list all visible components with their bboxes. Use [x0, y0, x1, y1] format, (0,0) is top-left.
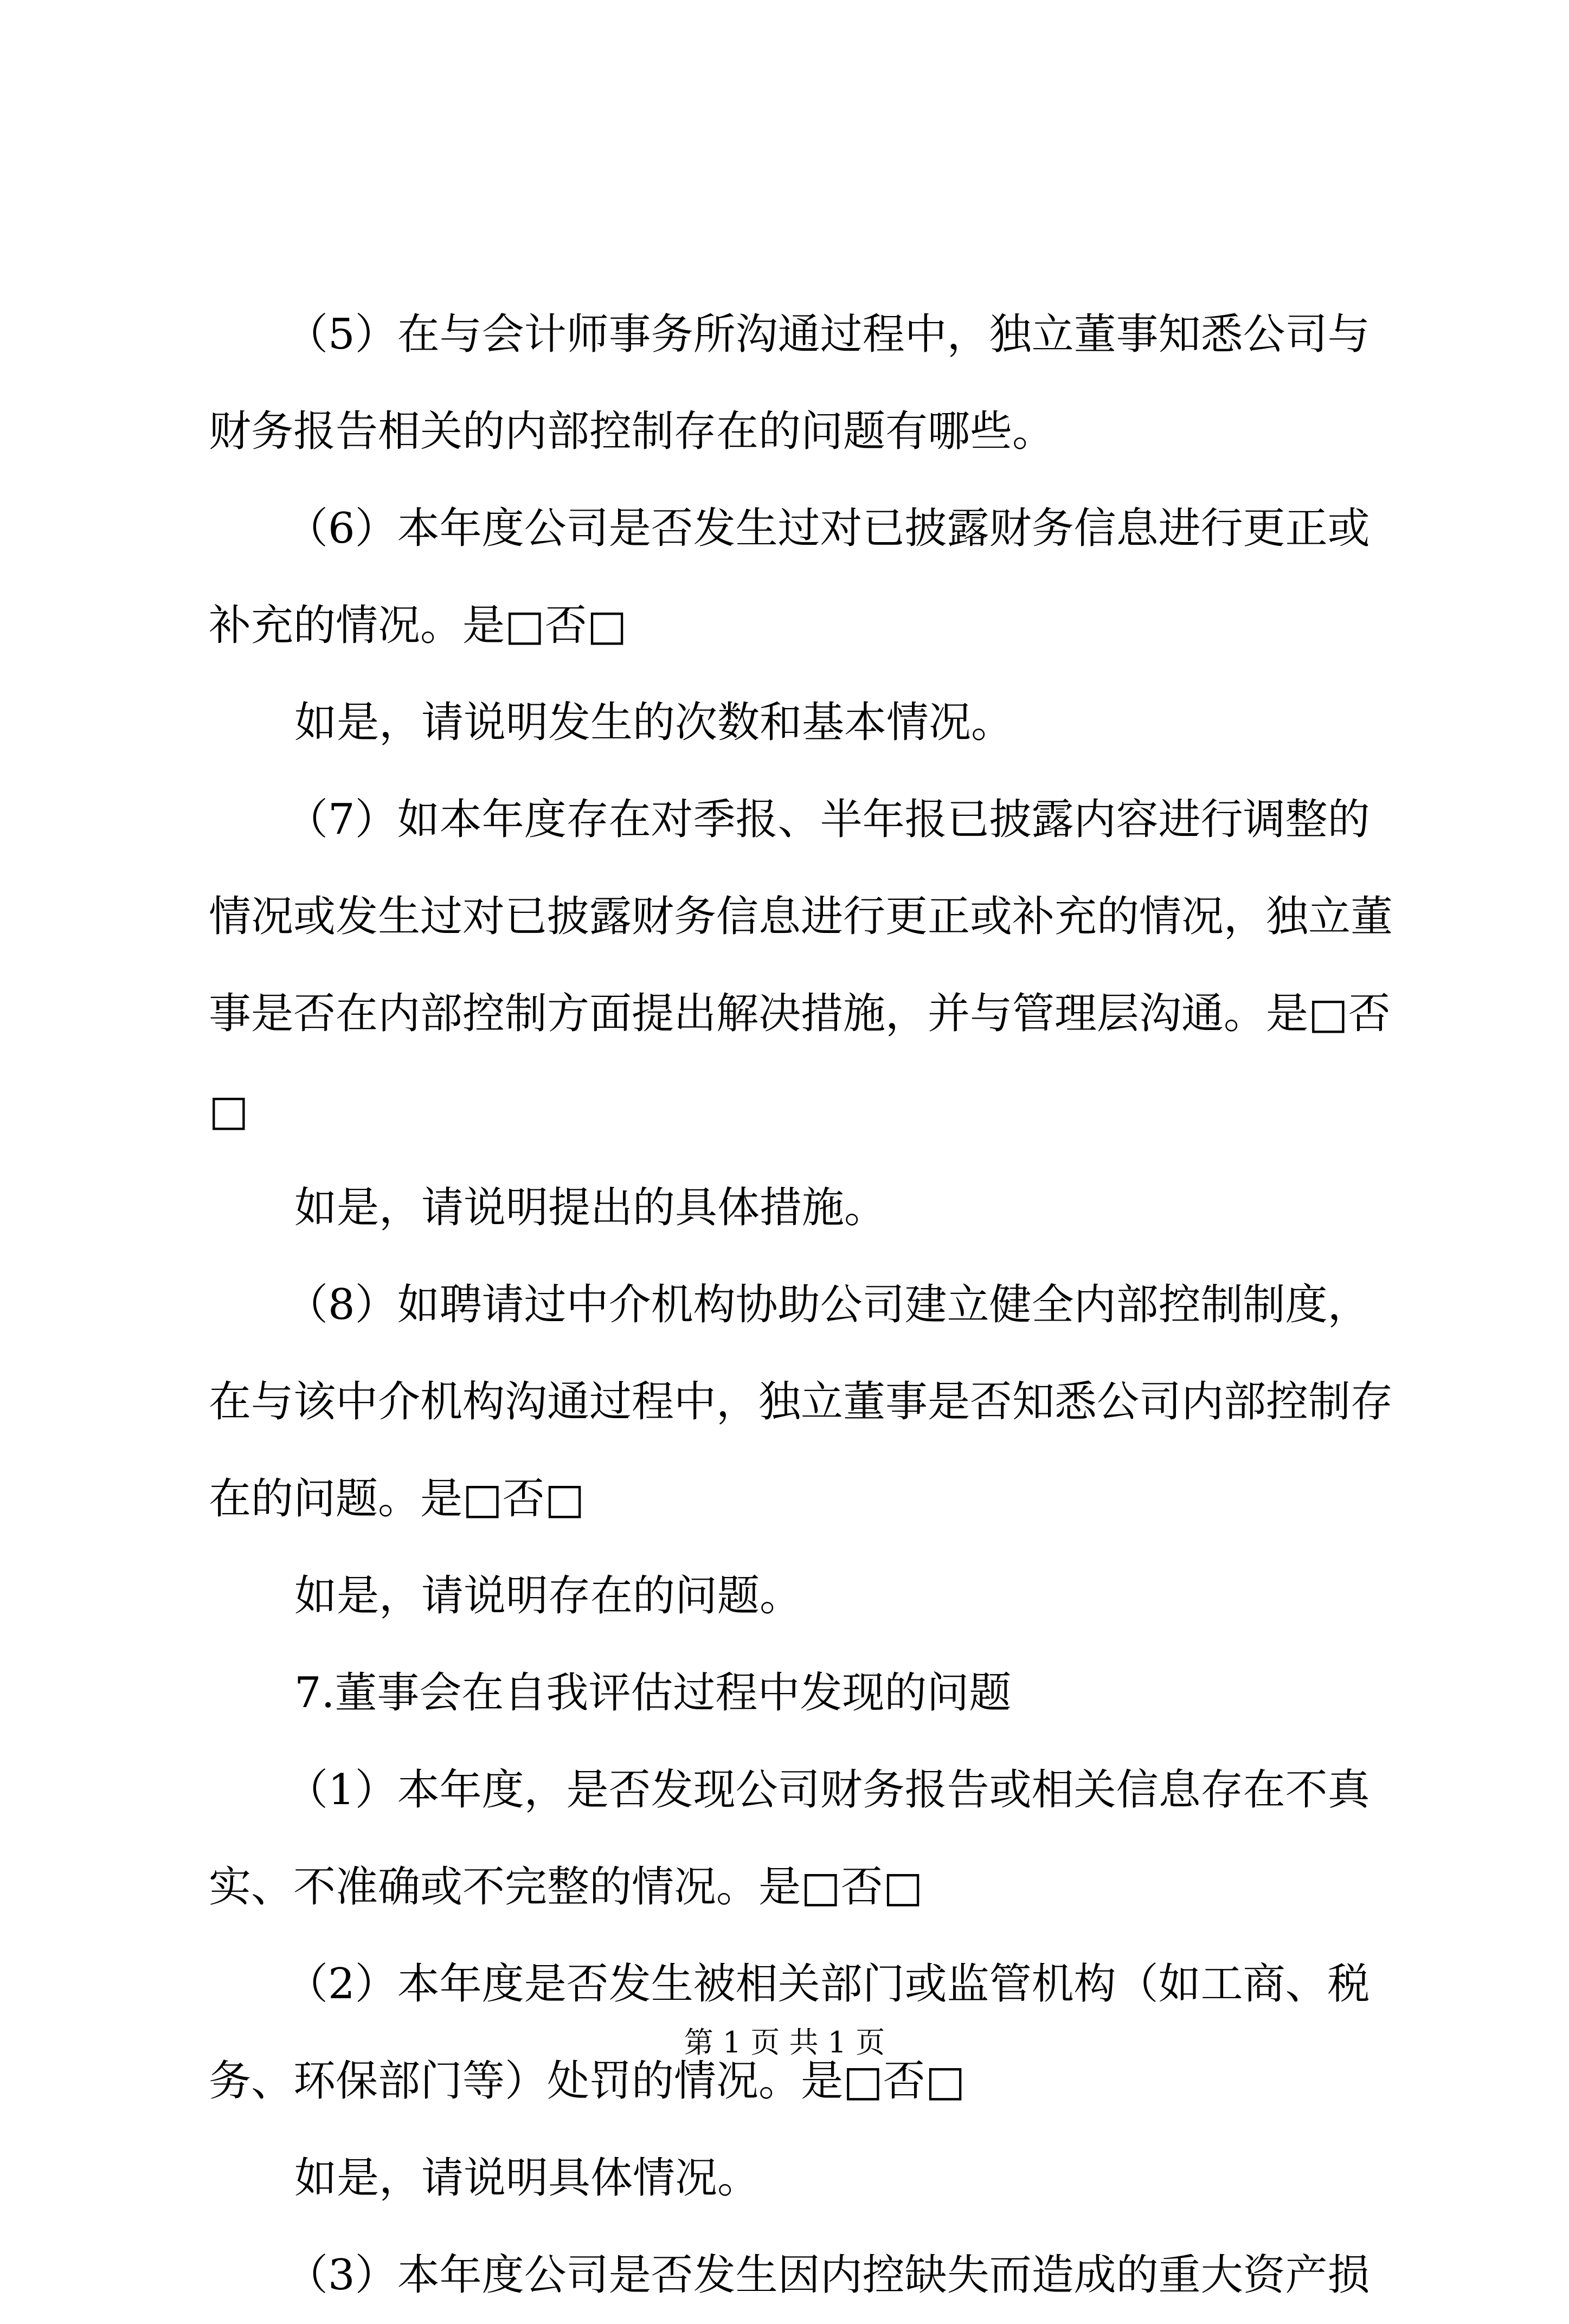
paragraph-line: （7）如本年度存在对季报、半年报已披露内容进行调整的	[286, 795, 1370, 844]
paragraph-line: （2）本年度是否发生被相关部门或监管机构（如工商、税	[286, 1960, 1370, 2008]
paragraph-line: 财务报告相关的内部控制存在的问题有哪些。	[209, 407, 1055, 456]
paragraph-line: 事是否在内部控制方面提出解决措施，并与管理层沟通。是□否	[209, 989, 1391, 1038]
document-body	[209, 286, 1393, 2324]
paragraph-line: □	[209, 1086, 249, 1135]
paragraph-line: 如是，请说明提出的具体措施。	[294, 1183, 887, 1232]
paragraph-line: 在与该中介机构沟通过程中，独立董事是否知悉公司内部控制存	[209, 1377, 1393, 1426]
paragraph-line: （5）在与会计师事务所沟通过程中，独立董事知悉公司与	[286, 310, 1370, 359]
paragraph-line: 在的问题。是□否□	[209, 1475, 585, 1523]
paragraph-line: 务、环保部门等）处罚的情况。是□否□	[209, 2057, 966, 2106]
paragraph-line: 补充的情况。是□否□	[209, 601, 627, 650]
paragraph-line: 实、不准确或不完整的情况。是□否□	[209, 1863, 923, 1911]
section-heading: 7.董事会在自我评估过程中发现的问题	[294, 1669, 1012, 1717]
page-footer: 第 1 页 共 1 页	[684, 2025, 885, 2059]
paragraph-line: 如是，请说明存在的问题。	[294, 1572, 802, 1620]
paragraph-line: 如是，请说明具体情况。	[294, 2154, 760, 2203]
paragraph-line: 情况或发生过对已披露财务信息进行更正或补充的情况，独立董	[209, 892, 1393, 941]
paragraph-line: 如是，请说明发生的次数和基本情况。	[294, 698, 1014, 747]
paragraph-line: （1）本年度，是否发现公司财务报告或相关信息存在不真	[286, 1766, 1370, 1814]
paragraph-line: （8）如聘请过中介机构协助公司建立健全内部控制制度，	[286, 1280, 1370, 1329]
paragraph-line: （6）本年度公司是否发生过对已披露财务信息进行更正或	[286, 504, 1370, 553]
paragraph-line: （3）本年度公司是否发生因内控缺失而造成的重大资产损	[286, 2251, 1370, 2300]
